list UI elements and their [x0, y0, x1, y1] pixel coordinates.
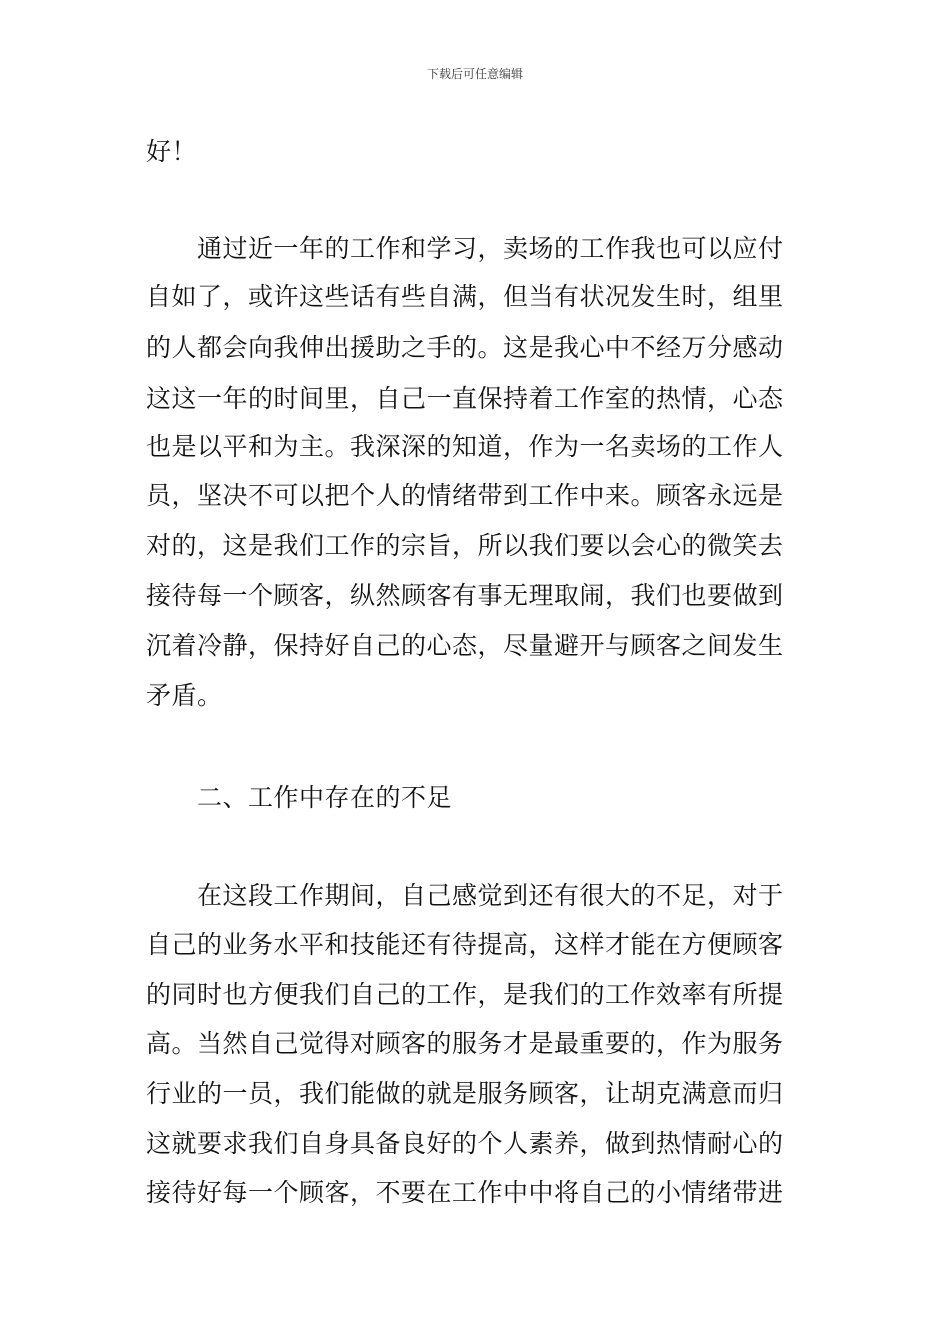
text-line: 员，坚决不可以把个人的情绪带到工作中来。顾客永远是 [146, 481, 784, 510]
text-line: 沉着冷静，保持好自己的心态，尽量避开与顾客之间发生 [146, 631, 784, 660]
paragraph-first-line: 通过近一年的工作和学习，卖场的工作我也可以应付 [197, 234, 784, 263]
text-line: 的同时也方便我们自己的工作，是我们的工作效率有所提 [146, 980, 784, 1009]
page-header: 下载后可任意编辑 [426, 67, 523, 81]
section-heading: 二、工作中存在的不足 [197, 783, 453, 812]
text-line: 矛盾。 [146, 681, 223, 710]
text-line: 接待每一个顾客，纵然顾客有事无理取闹，我们也要做到 [146, 581, 784, 610]
text-line: 的人都会向我伸出援助之手的。这是我心中不经万分感动 [146, 333, 784, 362]
text-line: 对的，这是我们工作的宗旨，所以我们要以会心的微笑去 [146, 531, 784, 560]
text-line: 接待好每一个顾客，不要在工作中中将自己的小情绪带进 [146, 1178, 784, 1207]
text-line: 行业的一员，我们能做的就是服务顾客，让胡克满意而归 [146, 1079, 784, 1108]
paragraph-first-line: 在这段工作期间，自己感觉到还有很大的不足，对于 [197, 881, 784, 910]
text-line: 自如了，或许这些话有些自满，但当有状况发生时，组里 [146, 282, 784, 311]
text-line: 这就要求我们自身具备良好的个人素养，做到热情耐心的 [146, 1129, 784, 1158]
text-line: 也是以平和为主。我深深的知道，作为一名卖场的工作人 [146, 432, 784, 461]
text-line: 这这一年的时间里，自己一直保持着工作室的热情，心态 [146, 384, 784, 413]
text-line: 自己的业务水平和技能还有待提高，这样才能在方便顾客 [146, 930, 784, 959]
text-line: 高。当然自己觉得对顾客的服务才是最重要的，作为服务 [146, 1029, 784, 1058]
text-line: 好！ [146, 137, 198, 166]
